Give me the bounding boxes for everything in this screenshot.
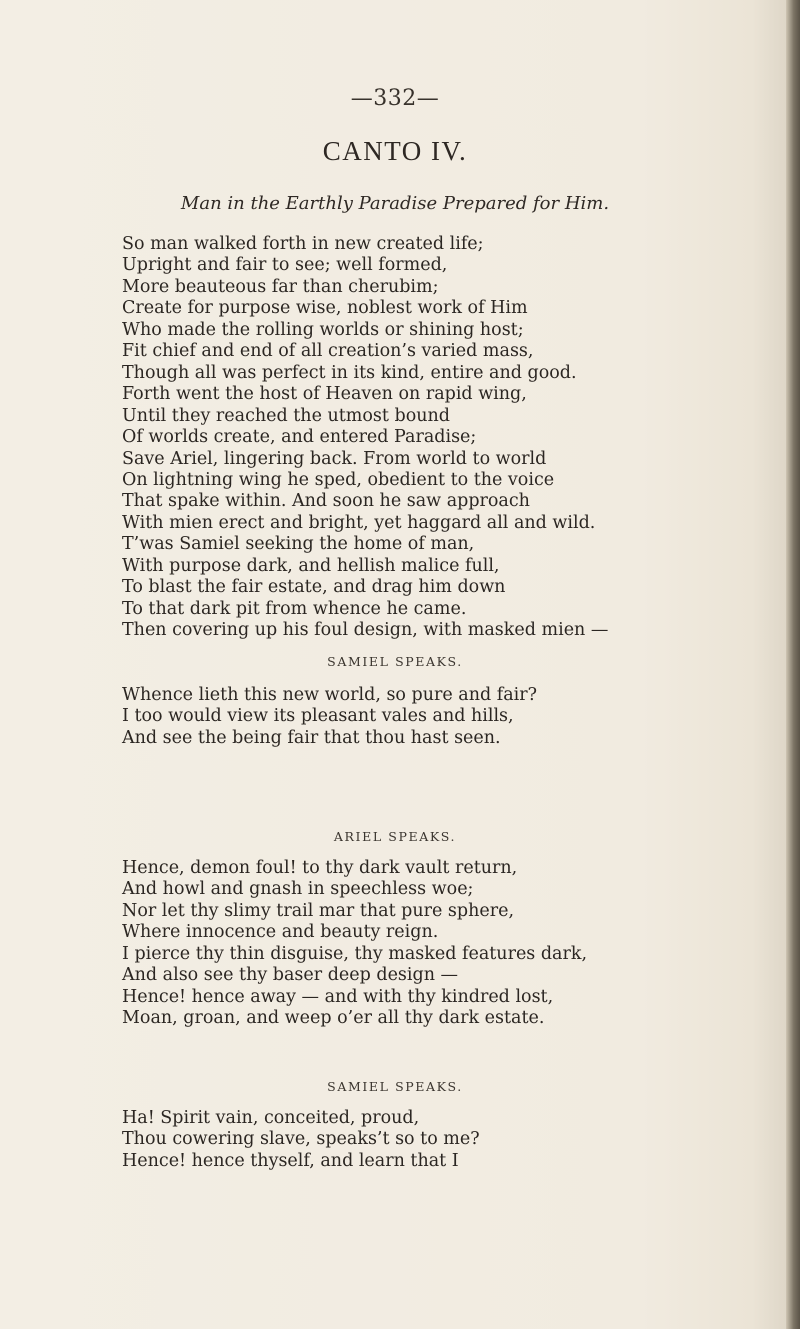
verse-line: Then covering up his foul design, with masked mien — <box>122 620 609 641</box>
verse-line: And howl and gnash in speechless woe; <box>122 879 474 900</box>
verse-line: Of worlds create, and entered Paradise; <box>122 427 477 448</box>
verse-line: And also see thy baser deep design — <box>122 965 459 986</box>
stanza-narration <box>122 234 742 642</box>
verse-line: Though all was perfect in its kind, entire and good. <box>122 362 577 383</box>
verse-line: Whence lieth this new world, so pure and fair? <box>122 685 538 705</box>
verse-line: With mien erect and bright, yet haggard all and wild. <box>122 512 596 533</box>
speaker-heading: SAMIEL SPEAKS. <box>327 1079 463 1094</box>
verse-line: So man walked forth in new created life; <box>122 234 484 254</box>
verse-line: And see the being fair that thou hast seen. <box>122 727 501 748</box>
verse-line: To blast the fair estate, and drag him down <box>122 577 506 598</box>
verse-line: Where innocence and beauty reign. <box>122 922 439 943</box>
speaker-heading: ARIEL SPEAKS. <box>333 829 457 844</box>
stanza-samiel <box>122 685 742 749</box>
verse-line: Hence, demon foul! to thy dark vault return, <box>122 858 518 878</box>
verse-line: Forth went the host of Heaven on rapid wing, <box>122 384 527 405</box>
verse-line: More beauteous far than cherubim; <box>122 276 439 297</box>
verse-line: Nor let thy slimy trail mar that pure sphere, <box>122 900 515 921</box>
verse-line: Until they reached the utmost bound <box>122 405 450 426</box>
verse-line: Hence! hence away — and with thy kindred lost, <box>122 986 554 1007</box>
verse-line: With purpose dark, and hellish malice full, <box>122 555 500 576</box>
verse-line: Moan, groan, and weep o’er all thy dark estate. <box>122 1008 545 1029</box>
verse-line: Who made the rolling worlds or shining host; <box>122 319 524 340</box>
verse-line: That spake within. And soon he saw approach <box>122 491 530 512</box>
verse-line: I pierce thy thin disguise, thy masked features dark, <box>122 943 588 964</box>
canto-title: CANTO IV. <box>322 136 468 166</box>
verse-line: Save Ariel, lingering back. From world to world <box>122 448 547 469</box>
verse-line: On lightning wing he sped, obedient to the voice <box>122 469 555 490</box>
verse-line: To that dark pit from whence he came. <box>122 598 467 619</box>
verse-line: T’was Samiel seeking the home of man, <box>122 534 475 555</box>
verse-line: Fit chief and end of all creation’s varied mass, <box>122 341 534 362</box>
stanza-samiel-reply <box>122 1108 742 1172</box>
verse-line: I too would view its pleasant vales and hills, <box>122 706 514 727</box>
verse-line: Ha! Spirit vain, conceited, proud, <box>122 1108 420 1128</box>
speaker-heading: SAMIEL SPEAKS. <box>327 654 463 669</box>
canto-subtitle: Man in the Earthly Paradise Prepared for Him. <box>180 193 610 214</box>
verse-line: Upright and fair to see; well formed, <box>122 255 448 276</box>
verse-line: Thou cowering slave, speaks’t so to me? <box>122 1129 480 1150</box>
verse-line: Hence! hence thyself, and learn that I <box>122 1150 459 1171</box>
stanza-ariel <box>122 858 742 1030</box>
page-number: —332— <box>350 86 440 111</box>
verse-line: Create for purpose wise, noblest work of Him <box>122 298 528 319</box>
